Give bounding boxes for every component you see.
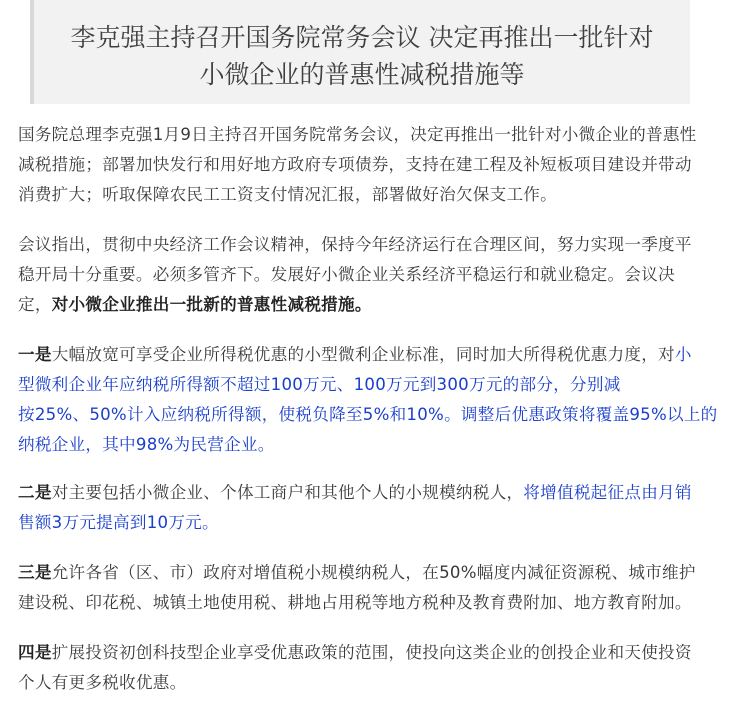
highlight-line: 型微利企业年应纳税所得额不超过100万元、100万元到300万元的部分，分别减	[18, 375, 621, 394]
item-lead: 四是	[18, 643, 52, 662]
text-line: 稳开局十分重要。必须多管齐下。发展好小微企业关系经济平稳运行和就业稳定。会议决	[18, 265, 675, 284]
measure-item-2	[18, 478, 708, 538]
text-line	[18, 478, 708, 508]
highlight-line: 按25%、50%计入应纳税所得额，使税负降至5%和10%。调整后优惠政策将覆盖95%以上的	[18, 405, 718, 424]
article-title-line-2: 小微企业的普惠性减税措施等	[199, 60, 525, 89]
measure-item-1	[18, 340, 718, 460]
text-run: 允许各省（区、市）政府对增值税小规模纳税人，在50%幅度内减征资源税、城市维护	[51, 563, 696, 582]
text-run: 大幅放宽可享受企业所得税优惠的小型微利企业标准，同时加大所得税优惠力度，对	[51, 345, 675, 364]
item-lead: 二是	[18, 483, 52, 502]
highlight-line: 纳税企业，其中98%为民营企业。	[18, 435, 275, 454]
bold-emphasis: 对小微企业推出一批新的普惠性减税措施。	[51, 295, 372, 314]
text-line: 国务院总理李克强1月9日主持召开国务院常务会议，决定再推出一批针对小微企业的普惠性	[18, 125, 697, 144]
paragraph-meeting	[18, 230, 708, 320]
text-line: 减税措施；部署加快发行和用好地方政府专项债券，支持在建工程及补短板项目建设并带动	[18, 155, 692, 174]
text-line	[18, 290, 708, 320]
measure-item-4	[18, 638, 708, 698]
measure-item-3	[18, 558, 708, 618]
text-line	[18, 638, 708, 668]
paragraph-intro	[18, 120, 708, 210]
item-lead: 三是	[18, 563, 52, 582]
item-lead: 一是	[18, 345, 52, 364]
highlight-text: 将增值税起征点由月销	[523, 483, 692, 502]
text-run: 对主要包括小微企业、个体工商户和其他个人的小规模纳税人，	[51, 483, 524, 502]
text-run: 定，	[18, 295, 52, 314]
text-line	[18, 340, 708, 370]
text-line	[18, 558, 708, 588]
highlight-text: 小	[674, 345, 692, 364]
text-line: 会议指出，贯彻中央经济工作会议精神，保持今年经济运行在合理区间，努力实现一季度平	[18, 235, 692, 254]
highlight-line: 售额3万元提高到10万元。	[18, 513, 219, 532]
text-line: 消费扩大；听取保障农民工工资支付情况汇报，部署做好治欠保支工作。	[18, 185, 557, 204]
text-run: 扩展投资初创科技型企业享受优惠政策的范围，使投向这类企业的创投企业和天使投资	[51, 643, 692, 662]
text-line: 个人有更多税收优惠。	[18, 673, 187, 692]
text-line: 建设税、印花税、城镇土地使用税、耕地占用税等地方税种及教育费附加、地方教育附加。	[18, 593, 692, 612]
article-title-box	[30, 0, 690, 104]
article-title-line-1: 李克强主持召开国务院常务会议 决定再推出一批针对	[70, 23, 654, 52]
